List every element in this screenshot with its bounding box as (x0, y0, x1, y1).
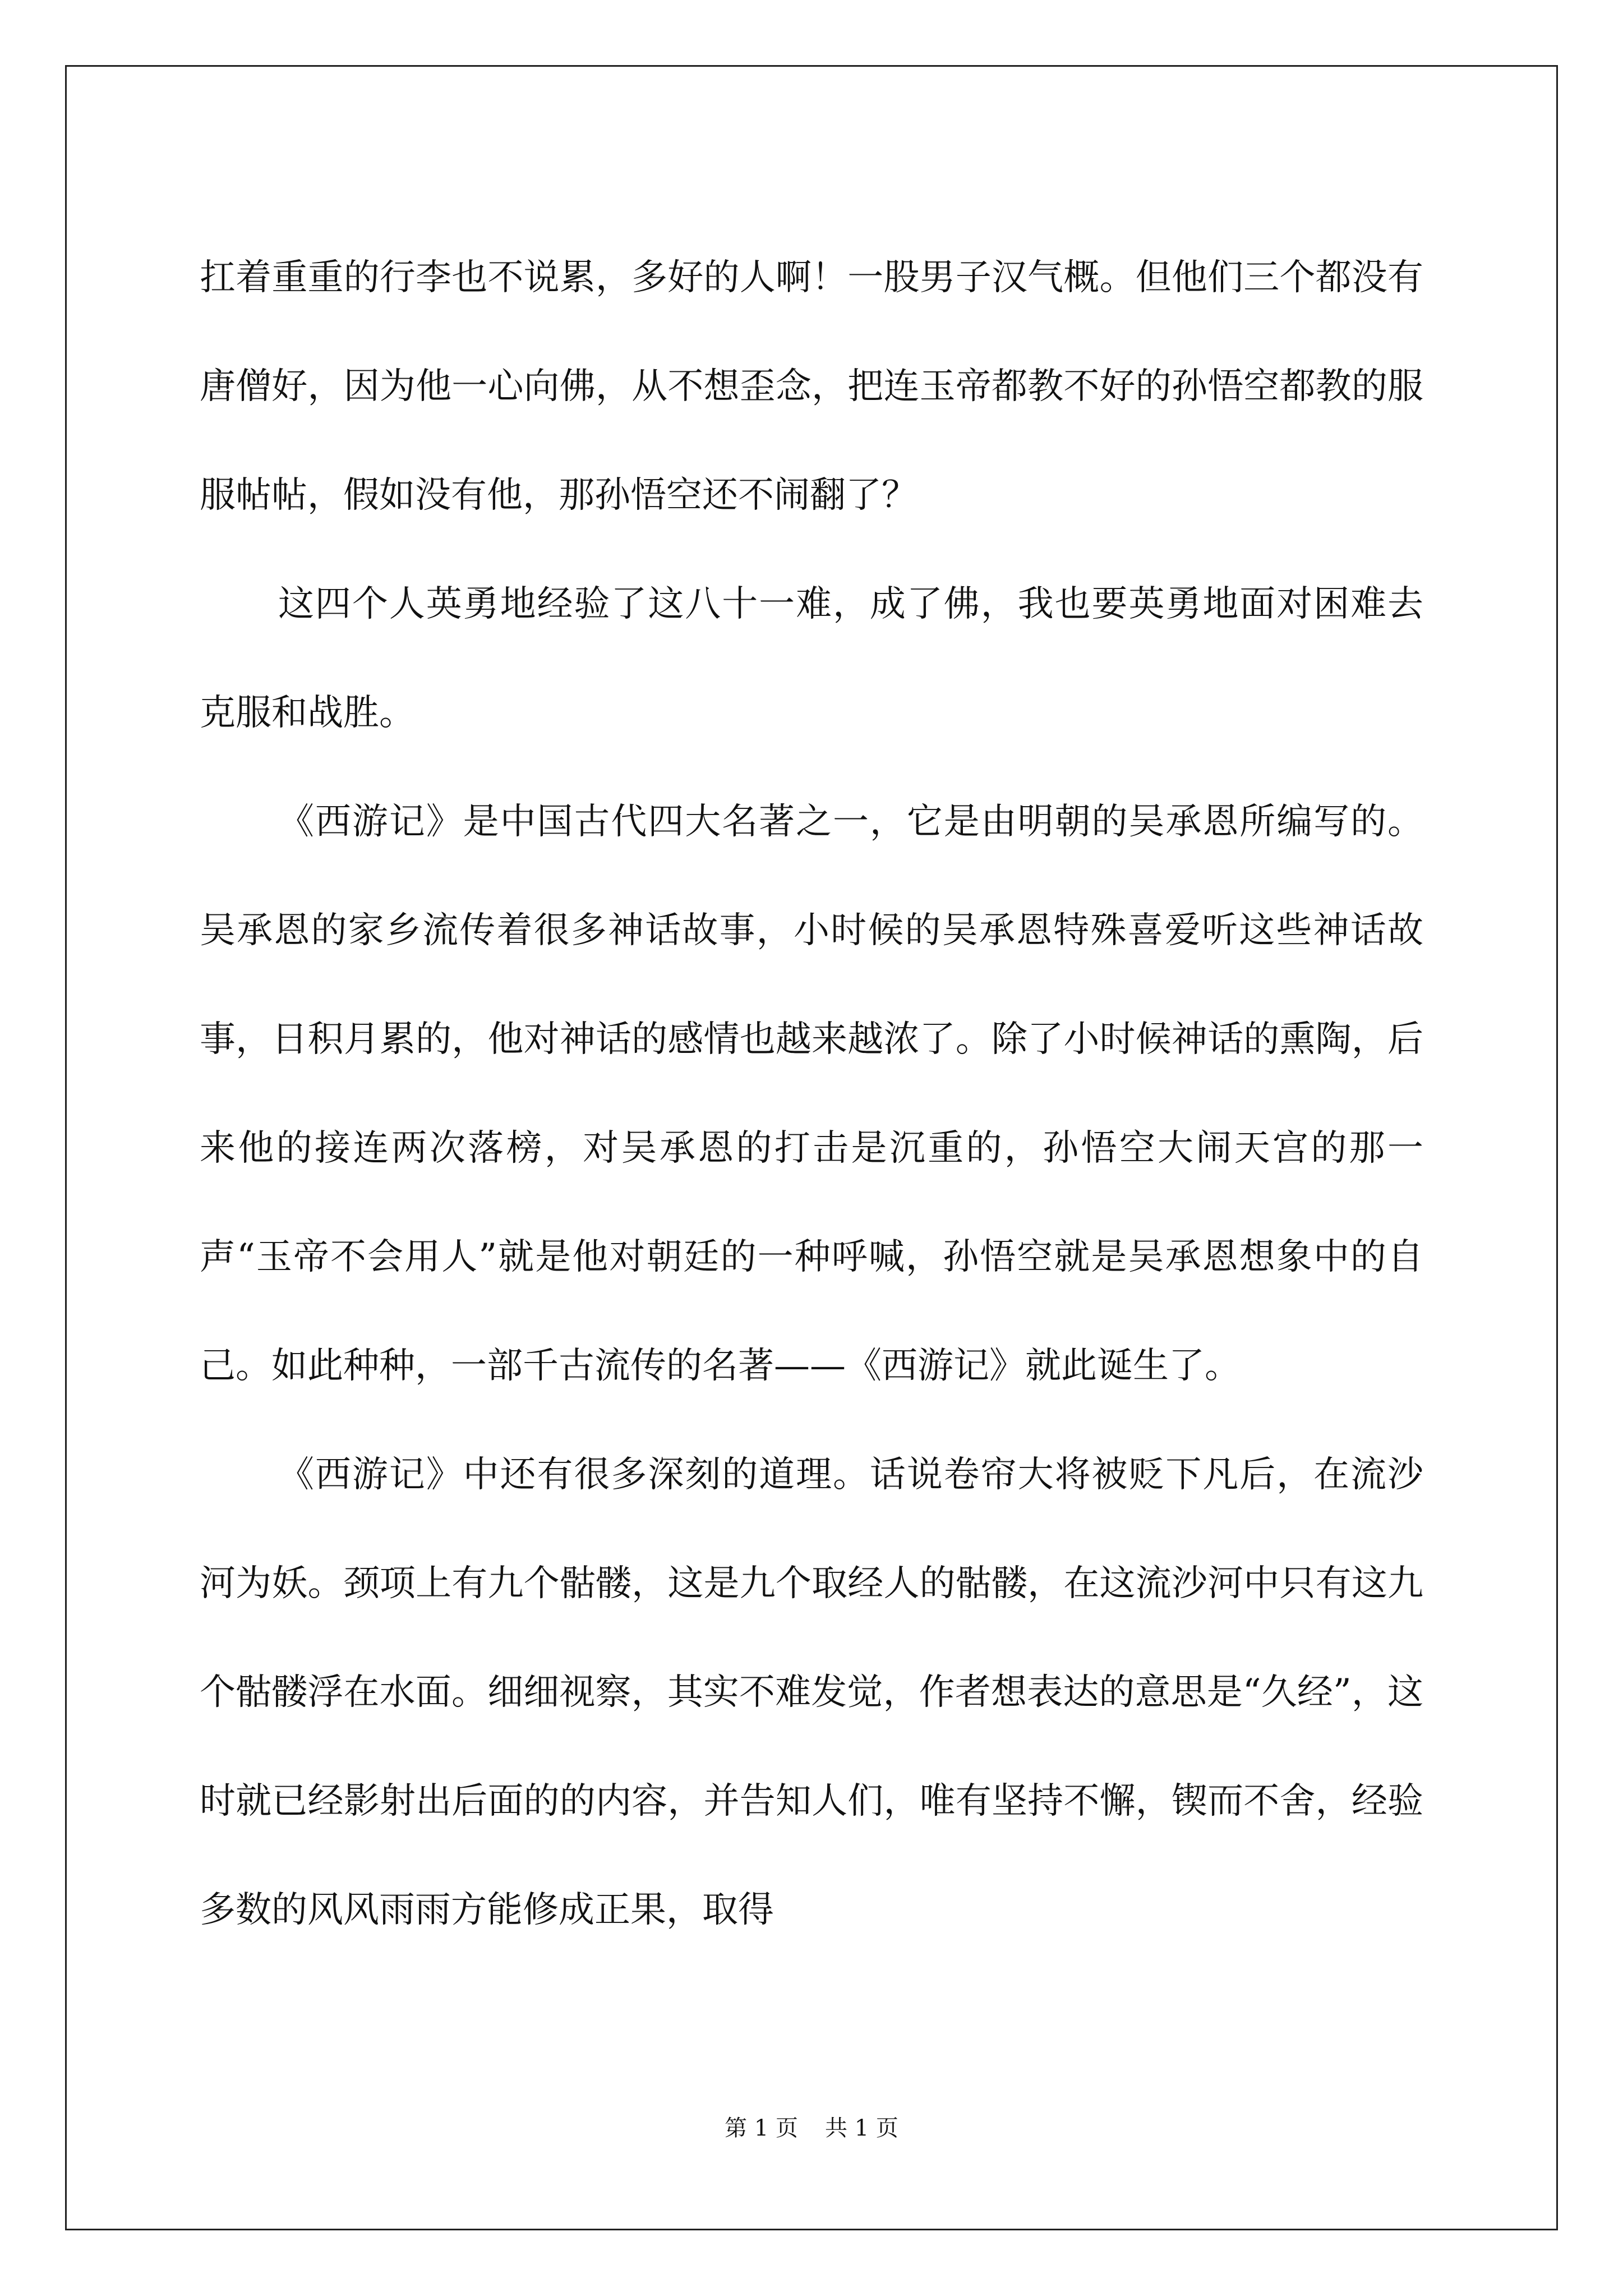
paragraph-1: 扛着重重的行李也不说累，多好的人啊！一股男子汉气概。但他们三个都没有唐僧好，因为他一心向佛，从不想歪念，把连玉帝都教不好的孙悟空都教的服服帖帖，假如没有他，那孙悟空还不闹翻了？ (200, 257, 1423, 516)
paragraph-2: 这四个人英勇地经验了这八十一难，成了佛，我也要英勇地面对困难去克服和战胜。 (200, 583, 1423, 734)
paragraph-4: 《西游记》中还有很多深刻的道理。话说卷帘大将被贬下凡后，在流沙河为妖。颈项上有九个骷髅，这是九个取经人的骷髅，在这流沙河中只有这九个骷髅浮在水面。细细视察，其实不难发觉，作者想表达的意思是“久经”，这时就已经影射出后面的的内容，并告知人们，唯有坚持不懈，锲而不舍，经验多数的风风雨雨方能修成正果，取得 (200, 1454, 1423, 1931)
page-number: 第 1 页 (725, 2115, 798, 2141)
paragraph-3: 《西游记》是中国古代四大名著之一，它是由明朝的吴承恩所编写的。吴承恩的家乡流传着很多神话故事，小时候的吴承恩特殊喜爱听这些神话故事，日积月累的，他对神话的感情也越来越浓了。除了小时候神话的熏陶，后来他的接连两次落榜，对吴承恩的打击是沉重的，孙悟空大闹天宫的那一声“玉帝不会用人”就是他对朝廷的一种呼喊，孙悟空就是吴承恩想象中的自己。如此种种，一部千古流传的名著——《西游记》就此诞生了。 (200, 801, 1423, 1387)
page-total: 共 1 页 (825, 2115, 898, 2141)
page-footer (0, 2110, 1623, 2142)
document-body (200, 223, 1423, 1964)
